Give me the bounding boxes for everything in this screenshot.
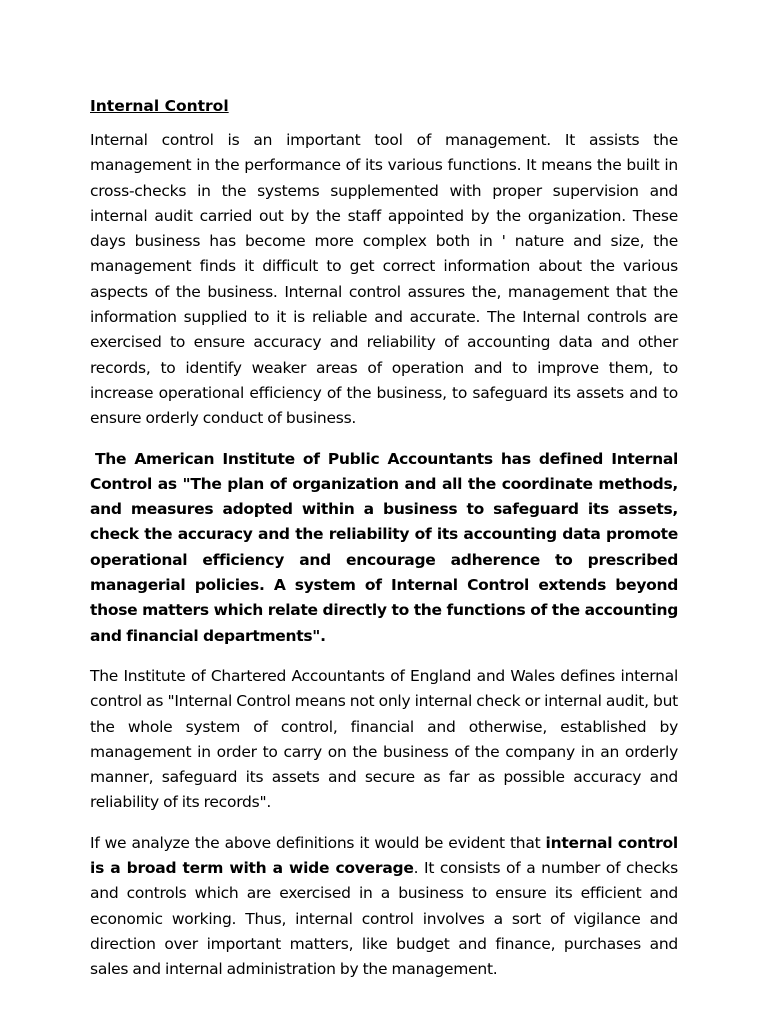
document-heading: Internal Control [90,97,229,115]
analysis-bold-phrase: internal control is a broad term with a wide coverage [90,833,678,878]
aipa-definition-text: The American Institute of Public Accountants has defined Internal Control as "The plan of organization and all the coordinate methods, and measures adopted within a business to safeguard its assets, check the accuracy and the reliability of its accounting data promote operational efficiency and encourage adherence to prescribed managerial policies. A system of Internal Control extends beyond those matters which relate directly to the functions of the accounting and financial departments". [90,449,678,645]
analysis-text-start: If we analyze the above definitions it would be evident that [90,833,546,852]
document-page [90,94,678,998]
paragraph-aipa-definition [90,447,678,649]
paragraph-introduction: Internal control is an important tool of management. It assists the management in the performance of its various functions. It means the built in cross-checks in the systems supplemented with proper supervision and internal audit carried out by the staff appointed by the organization. These days business has become more complex both in ' nature and size, the management finds it difficult to get correct information about the various aspects of the business. Internal control assures the, management that the information supplied to it is reliable and accurate. The Internal controls are exercised to ensure accuracy and reliability of accounting data and other records, to identify weaker areas of operation and to improve them, to increase operational efficiency of the business, to safeguard its assets and to ensure orderly conduct of business. [90,131,678,428]
paragraph-icaew-definition: The Institute of Chartered Accountants of England and Wales defines internal control as "Internal Control means not only internal check or internal audit, but the whole system of control, financial and otherwise, established by management in order to carry on the business of the company in an orderly manner, safeguard its assets and secure as far as possible accuracy and reliability of its records". [90,666,678,812]
analysis-text-end: . It consists of a number of checks and controls which are exercised in a business to ensure its efficient and economic working. Thus, internal control involves a sort of vigilance and direction over important matters, like budget and finance, purchases and sales and internal administration by the management. [90,859,678,979]
paragraph-analysis [90,831,678,983]
